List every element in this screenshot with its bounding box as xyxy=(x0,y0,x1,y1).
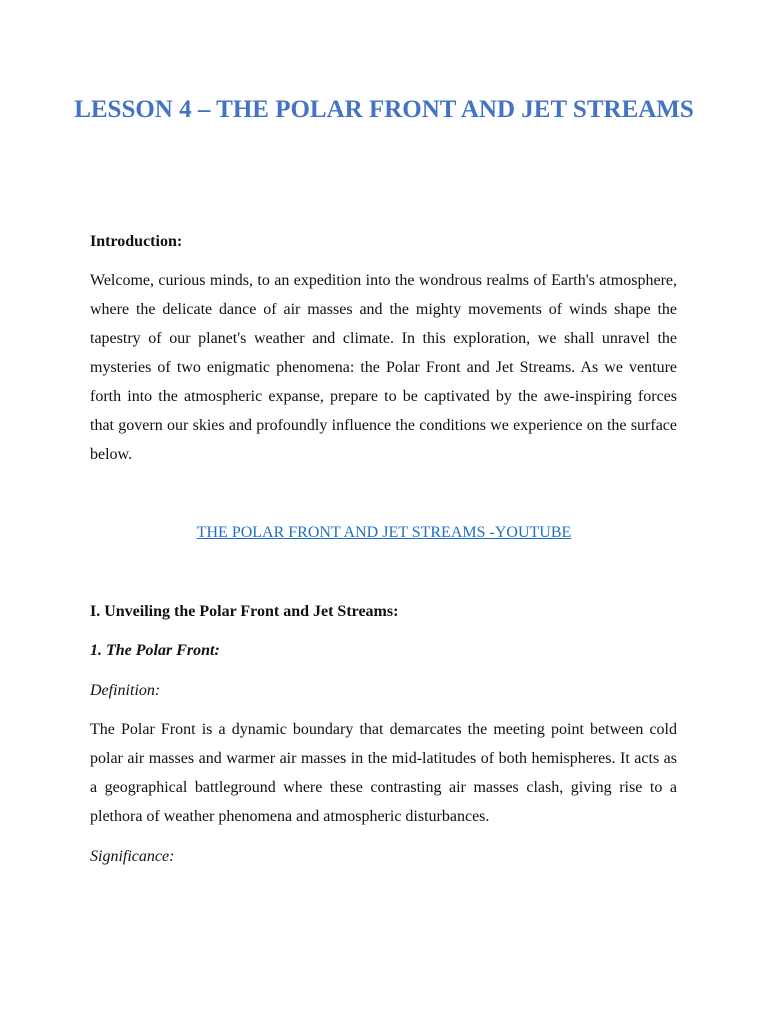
definition-paragraph: The Polar Front is a dynamic boundary that demarcates the meeting point between cold polar air masses and warmer air masses in the mid-latitudes of both hemispheres. It acts as a geographical battleground where these contrasting air masses clash, giving rise to a plethora of weather phenomena and atmospheric disturbances. xyxy=(90,721,677,825)
introduction-paragraph: Welcome, curious minds, to an expedition into the wondrous realms of Earth's atmosphere, where the delicate dance of air masses and the mighty movements of winds shape the tapestry of our planet's weather and climate. In this exploration, we shall unravel the mysteries of two enigmatic phenomena: the Polar Front and Jet Streams. As we venture forth into the atmospheric expanse, prepare to be captivated by the awe-inspiring forces that govern our skies and profoundly influence the conditions we experience on the surface below. xyxy=(90,272,677,463)
significance-label: Significance: xyxy=(90,848,175,865)
page-title: LESSON 4 – THE POLAR FRONT AND JET STREAMS xyxy=(74,96,694,123)
introduction-heading: Introduction: xyxy=(90,233,183,250)
subsection-heading: 1. The Polar Front: xyxy=(90,642,220,659)
section-heading: I. Unveiling the Polar Front and Jet Streams: xyxy=(90,603,399,620)
definition-label: Definition: xyxy=(90,682,161,699)
video-link-container xyxy=(0,522,768,544)
youtube-video-link[interactable]: THE POLAR FRONT AND JET STREAMS -YOUTUBE xyxy=(196,524,572,541)
